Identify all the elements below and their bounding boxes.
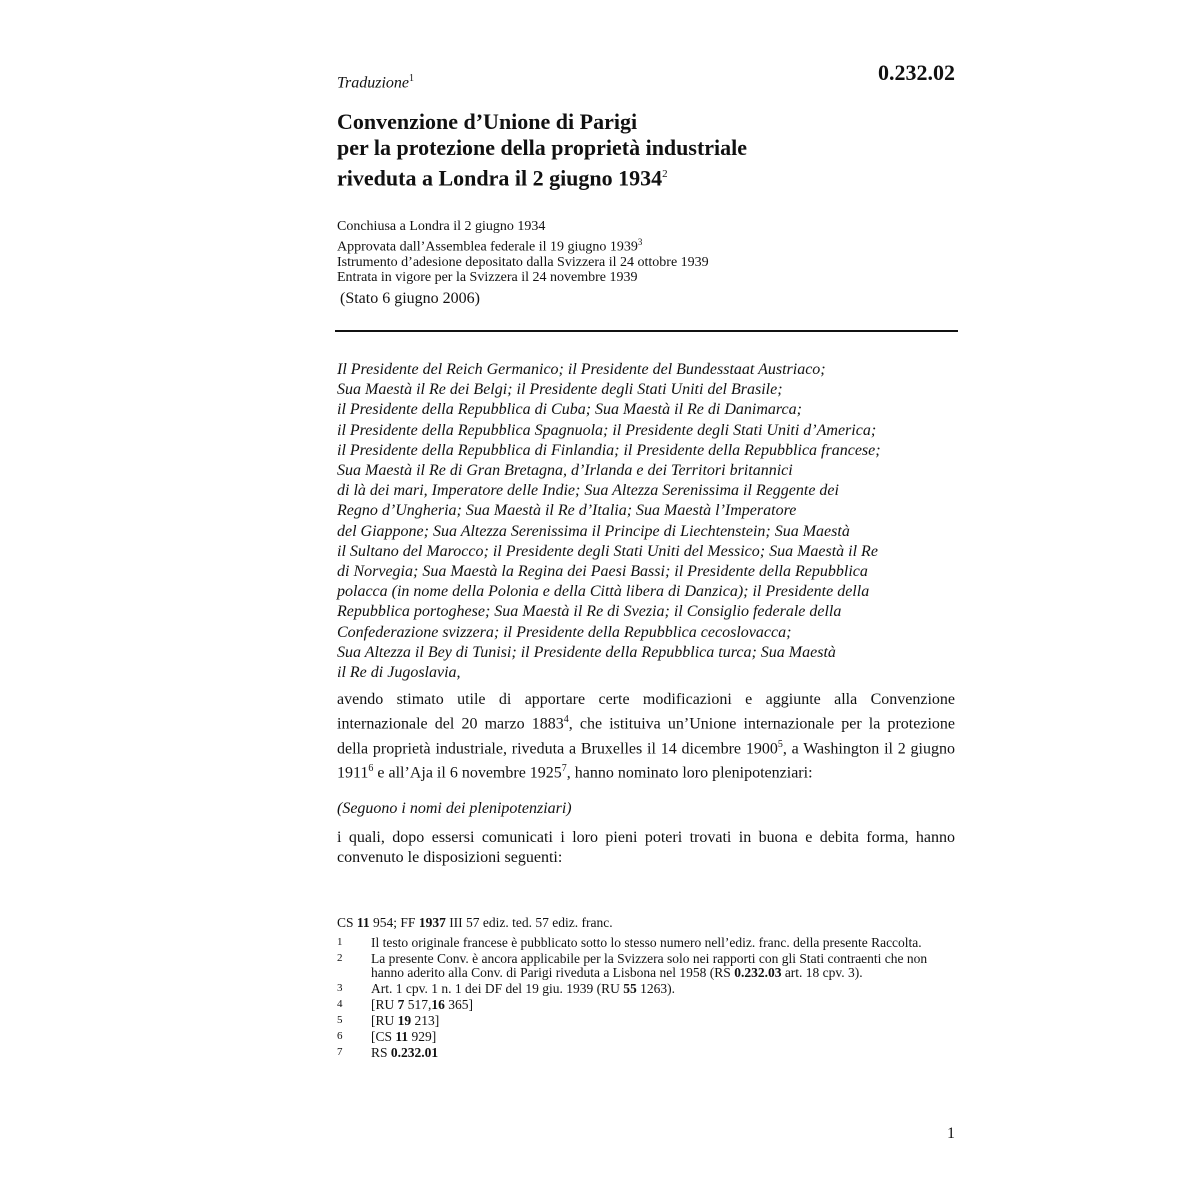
preamble-text: e all’Aja il 6 novembre 1925 (373, 764, 562, 782)
footnote-bold-ref: 0.232.01 (390, 1045, 439, 1060)
party-line: Sua Maestà il Re di Gran Bretagna, d’Irlanda e dei Territori britannici (337, 462, 793, 480)
footnote-number: 7 (337, 1046, 343, 1058)
source-reference (337, 916, 937, 930)
party-line: Sua Maestà il Re dei Belgi; il Presidente degli Stati Uniti del Brasile; (337, 381, 783, 399)
concluded-line: Conchiusa a Londra il 2 giugno 1934 (337, 219, 546, 234)
preamble-text: avendo stimato utile di apportare certe modificazioni e aggiunte alla Convenzione internazionale del 20 marzo 1883 (337, 691, 955, 733)
party-line: il Sultano del Marocco; il Presidente degli Stati Uniti del Messico; Sua Maestà il Re (337, 542, 878, 560)
footnote-text-part: 1263). (636, 981, 675, 996)
source-ref-bold: 1937 (418, 915, 446, 930)
footnote-text: Il testo originale francese è pubblicato sotto lo stesso numero nell’ediz. franc. della presente Raccolta. (371, 935, 922, 950)
footnote-bold-ref: 11 (395, 1029, 409, 1044)
party-line: il Presidente della Repubblica Spagnuola; il Presidente degli Stati Uniti d’America; (337, 421, 877, 439)
footnote-ref-4[interactable]: 4 (563, 714, 569, 726)
preamble-text: , a Washington il 2 giugno 1911 (337, 740, 956, 782)
preamble-parties (337, 360, 962, 683)
footnote-bold-ref: 19 (397, 1013, 412, 1028)
footnote-text-part: RS (371, 1045, 391, 1060)
footnote-number: 4 (337, 998, 343, 1010)
footnote-ref-5[interactable]: 5 (777, 738, 783, 750)
party-line: Regno d’Ungheria; Sua Maestà il Re d’Italia; Sua Maestà l’Imperatore (337, 502, 797, 520)
footnote-5 (337, 1014, 937, 1028)
footnote-6 (337, 1030, 937, 1044)
status-date: (Stato 6 giugno 2006) (340, 290, 480, 307)
party-line: Confederazione svizzera; il Presidente della Repubblica cecoslovacca; (337, 623, 792, 641)
footnote-text-part: [RU (371, 997, 398, 1012)
party-line: il Re di Jugoslavia, (337, 664, 461, 682)
footnote-ref-7[interactable]: 7 (561, 763, 567, 775)
footnote-number: 6 (337, 1030, 343, 1042)
source-ref-text: III 57 ediz. ted. 57 ediz. franc. (445, 915, 613, 930)
footnote-bold-ref: 0.232.03 (734, 965, 782, 980)
footnote-text (371, 1046, 937, 1060)
footnote-text-part: 365] (444, 997, 473, 1012)
footnote-text (371, 998, 937, 1012)
party-line: Repubblica portoghese; Sua Maestà il Re di Svezia; il Consiglio federale della (337, 603, 842, 621)
footnote-number: 3 (337, 982, 343, 994)
source-ref-text: CS (337, 915, 357, 930)
footnote-number: 1 (337, 936, 343, 948)
sr-number: 0.232.02 (878, 60, 955, 85)
footnote-text (371, 1014, 937, 1028)
title-line-1: Convenzione d’Unione di Parigi (337, 109, 638, 134)
party-line: di là dei mari, Imperatore delle Indie; Sua Altezza Serenissima il Reggente dei (337, 482, 839, 500)
footnote-number: 5 (337, 1014, 343, 1026)
party-line: di Norvegia; Sua Maestà la Regina dei Paesi Bassi; il Presidente della Repubblica (337, 563, 868, 581)
party-line: Sua Altezza il Bey di Tunisi; il Presidente della Repubblica turca; Sua Maestà (337, 643, 836, 661)
preamble-body (337, 690, 955, 784)
footnote-text-part: 517, (404, 997, 432, 1012)
preamble-text: , hanno nominato loro plenipotenziari: (566, 764, 813, 782)
party-line: Il Presidente del Reich Germanico; il Presidente del Bundesstaat Austriaco; (337, 361, 826, 378)
instrument-line: Istrumento d’adesione depositato dalla Svizzera il 24 ottobre 1939 (337, 254, 709, 270)
footnote-bold-ref: 7 (397, 997, 405, 1012)
footnote-text (371, 982, 937, 996)
page-number: 1 (947, 1125, 955, 1142)
party-line: polacca (in nome della Polonia e della Città libera di Danzica); il Presidente della (337, 583, 870, 601)
footnote-text (371, 1030, 937, 1044)
plenipotentiaries-note: (Seguono i nomi dei plenipotenziari) (337, 800, 572, 817)
footnote-ref-1[interactable]: 1 (409, 73, 415, 84)
approved-line (337, 235, 937, 255)
footnote-bold-ref: 16 (431, 997, 445, 1012)
document-title (337, 109, 897, 191)
party-line: del Giappone; Sua Altezza Serenissima il Principe di Liechtenstein; Sua Maestà (337, 522, 850, 540)
footnote-3 (337, 982, 937, 996)
footnote-text-part: 213] (411, 1013, 440, 1028)
approved-text: Approvata dall’Assemblea federale il 19 giugno 1939 (337, 239, 638, 255)
footnote-text-part: 929] (408, 1029, 437, 1044)
footnote-bold-ref: 55 (623, 981, 637, 996)
source-ref-text: 954; FF (369, 915, 419, 930)
entry-into-force-line: Entrata in vigore per la Svizzera il 24 novembre 1939 (337, 270, 638, 286)
header-divider (335, 330, 958, 332)
enactment-info (337, 219, 937, 286)
translation-label-text: Traduzione (337, 74, 410, 92)
footnote-1 (337, 936, 937, 950)
footnote-ref-2[interactable]: 2 (662, 168, 668, 180)
title-line-2: per la protezione della proprietà industriale (337, 135, 748, 160)
footnote-text-part: art. 18 cpv. 3). (781, 965, 863, 980)
footnote-ref-6[interactable]: 6 (368, 763, 374, 775)
closing-text: i quali, dopo essersi comunicati i loro pieni poteri trovati in buona e debita forma, hanno convenuto le disposizioni seguenti: (337, 829, 955, 867)
footnote-text-part: Art. 1 cpv. 1 n. 1 dei DF del 19 giu. 1939 (RU (371, 981, 624, 996)
footnote-text-part: [CS (371, 1029, 396, 1044)
source-ref-bold: 11 (356, 915, 370, 930)
footnote-text-part: La presente Conv. è ancora applicabile per la Svizzera solo nei rapporti con gli Stati contraenti che non hanno aderito alla Conv. di Parigi riveduta a Lisbona nel 1958 (RS (371, 951, 928, 980)
party-line: il Presidente della Repubblica di Finlandia; il Presidente della Repubblica francese; (337, 441, 881, 459)
title-line-3-text: riveduta a Londra il 2 giugno 1934 (337, 165, 663, 191)
translation-label (337, 73, 414, 92)
footnote-7 (337, 1046, 937, 1060)
footnote-text-part: [RU (371, 1013, 398, 1028)
footnote-4 (337, 998, 937, 1012)
footnote-2 (337, 952, 937, 980)
footnote-text (371, 952, 937, 980)
title-line-3 (337, 161, 897, 191)
preamble-text: , che istituiva un’Unione internazionale per la protezione della proprietà industriale, riveduta a Bruxelles il 14 dicembre 1900 (337, 715, 955, 758)
party-line: il Presidente della Repubblica di Cuba; Sua Maestà il Re di Danimarca; (337, 401, 802, 419)
footnotes-section (337, 916, 937, 1062)
footnote-number: 2 (337, 952, 343, 964)
footnote-ref-3[interactable]: 3 (637, 236, 643, 247)
